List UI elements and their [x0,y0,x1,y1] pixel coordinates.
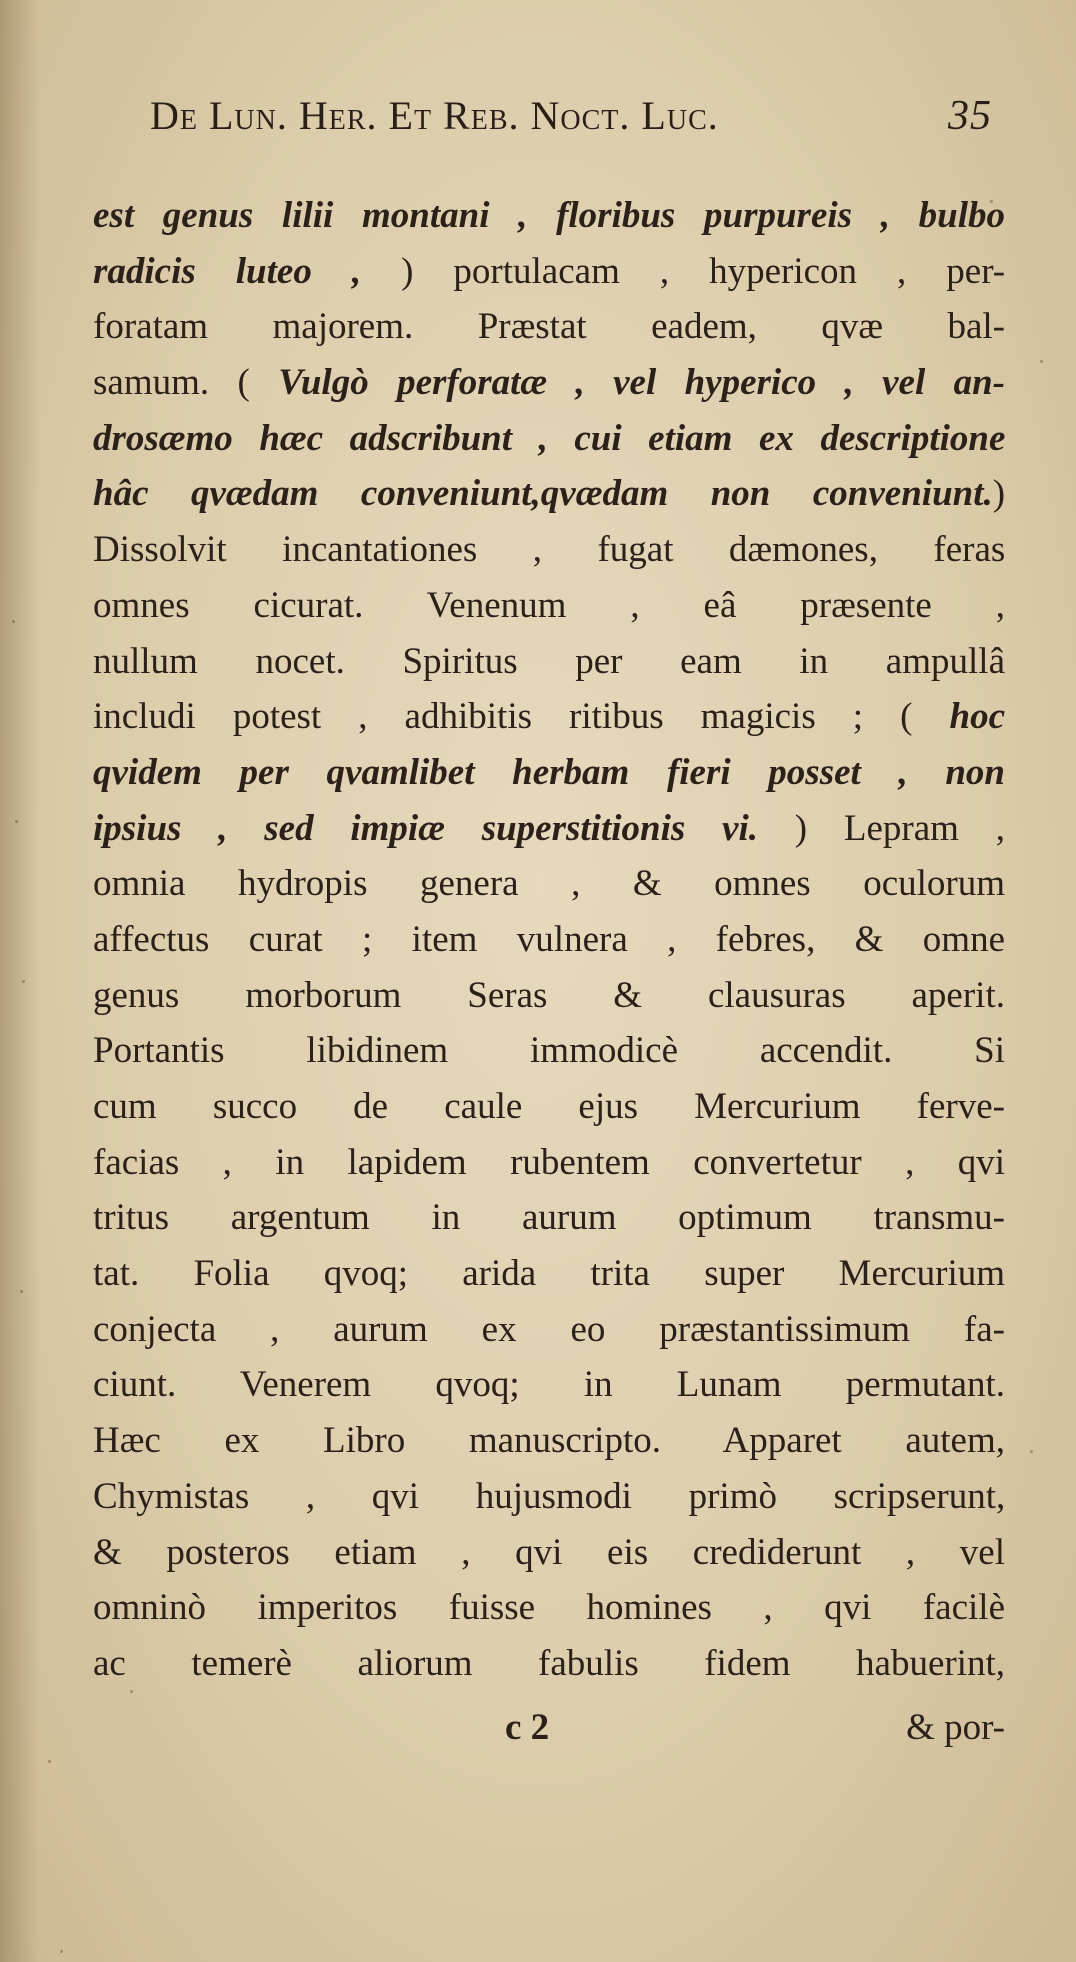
text-line [93,1636,1005,1692]
page-edge-shadow [0,0,40,1962]
paper-speck [20,1290,23,1293]
italic-segment: hoc [949,696,1005,738]
signature-mark: c 2 [505,1707,550,1748]
text-line [93,299,1005,355]
paper-speck [1030,1450,1033,1453]
roman-segment: genus morborum Seras & clausuras aperit. [93,974,1005,1016]
roman-segment: omnia hydropis genera , & omnes oculorum [93,863,1005,905]
text-line [93,856,1005,912]
roman-segment: tat. Folia qvoq; arida trita super Mercurium [93,1253,1005,1295]
text-line [93,522,1005,578]
paper-speck [1040,360,1043,363]
roman-segment: Dissolvit incantationes , fugat dæmones, feras [93,529,1005,571]
paper-speck [130,1690,133,1693]
roman-segment: facias , in lapidem rubentem convertetur , qvi [93,1141,1005,1183]
page-footer [93,1706,1005,1762]
text-line [93,188,1005,244]
text-line [93,411,1005,467]
text-line [93,1413,1005,1469]
italic-segment: hâc qvædam conveniunt,qvædam non conveniunt. [93,473,993,515]
running-head: De Lun. Her. Et Reb. Noct. Luc. [150,93,719,138]
roman-segment: nullum nocet. Spiritus per eam in ampullâ [93,640,1005,682]
catchword: & por- [906,1707,1005,1748]
roman-segment: ) portulacam , hypericon , per- [401,250,1005,292]
italic-segment: ipsius , sed impiæ superstitionis vi. [93,807,795,849]
roman-segment: ) Lepram , [794,807,1005,849]
text-line [93,745,1005,801]
roman-segment: tritus argentum in aurum optimum transmu- [93,1197,1005,1239]
italic-segment: est genus lilii montani , floribus purpureis , bulbo [93,195,1005,236]
text-line [93,1190,1005,1246]
roman-segment: Portantis libidinem immodicè accendit. Si [93,1030,1005,1072]
text-line [93,1079,1005,1135]
text-line [93,968,1005,1024]
roman-segment: ac temerè aliorum fabulis fidem habuerint, [93,1642,1005,1684]
roman-segment: foratam majorem. Præstat eadem, qvæ bal- [93,306,1005,348]
text-line [93,1135,1005,1191]
paper-speck [60,1950,63,1953]
text-line [93,912,1005,968]
page-header [150,92,1010,152]
roman-segment: Chymistas , qvi hujusmodi primò scripserunt, [93,1475,1005,1517]
paper-speck [22,980,25,983]
italic-segment: drosæmo hæc adscribunt , cui etiam ex descriptione [93,417,1005,459]
paper-speck [990,200,993,203]
paper-speck [12,620,15,623]
roman-segment: affectus curat ; item vulnera , febres, & omne [93,918,1005,960]
text-line [93,1580,1005,1636]
text-line [93,1357,1005,1413]
italic-segment: radicis luteo , [93,250,402,292]
body-text [93,188,1005,1692]
text-line [93,578,1005,634]
text-line [93,355,1005,411]
text-line [93,1023,1005,1079]
roman-segment: ) [992,473,1005,515]
roman-segment: includi potest , adhibitis ritibus magicis ; ( [93,696,950,738]
paper-speck [15,820,18,823]
text-line [93,466,1005,522]
italic-segment: qvidem per qvamlibet herbam fieri posset , non [93,751,1005,793]
paper-speck [48,1760,51,1763]
text-line [93,1246,1005,1302]
roman-segment: ciunt. Venerem qvoq; in Lunam permutant. [93,1364,1005,1406]
text-line [93,1302,1005,1358]
text-line [93,244,1005,300]
roman-segment: Hæc ex Libro manuscripto. Apparet autem, [93,1420,1005,1462]
italic-segment: Vulgò perforatæ , vel hyperico , vel an- [278,362,1005,404]
roman-segment: cum succo de caule ejus Mercurium ferve- [93,1086,1005,1127]
roman-segment: omninò imperitos fuisse homines , qvi facilè [93,1587,1005,1629]
text-line [93,1469,1005,1525]
text-line [93,634,1005,690]
text-line [93,801,1005,857]
roman-segment: omnes cicurat. Venenum , eâ præsente , [93,584,1005,626]
roman-segment: samum. ( [93,362,279,404]
page-number: 35 [948,93,992,139]
text-line [93,689,1005,745]
text-line [93,1525,1005,1581]
roman-segment: conjecta , aurum ex eo præstantissimum fa- [93,1308,1005,1350]
roman-segment: & posteros etiam , qvi eis crediderunt , vel [93,1531,1005,1573]
